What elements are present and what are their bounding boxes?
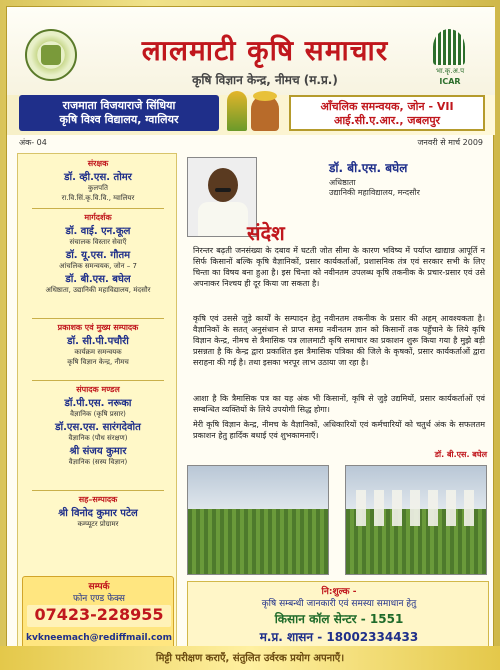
divider (32, 208, 164, 209)
author-name: डॉ. बी.एस. बघेल (329, 161, 408, 175)
coeditor-heading: सह–सम्पादक (78, 495, 118, 504)
newsletter-title: लालमाटी कृषि समाचार (141, 34, 389, 67)
message-paragraph-2: कृषि एवं उससे जुड़े कार्यों के सम्पादन हेतु नवीनतम तकनीक के प्रसार की अहम् आवश्यकता है। वैज्ञानिकों के सतत् अनुसंधान से प्राप्त समग्र नवीनतम ज्ञान को किसानों तक पहुँचाने के लिये कृषि विज्ञान केन्द्र, नीमच से त्रैमासिक पत्र लालमाटी कृषि समाचार का प्रकाशन शुरू किया गया है मुझे बड़ी प्रसन्नता है कि केन्द्र द्वारा प्रकाशित इस त्रैमासिक पत्रिका की जिले के कृषकों, प्रसार कार्यकर्ताओं द्वारा सराहना की गई है। तथा इसका भरपूर लाभ उठाया जा रहा है। (193, 314, 485, 367)
guide2-name: डॉ. यू.एस. गौतम (65, 250, 131, 261)
page (6, 6, 494, 662)
editor2-role: वैज्ञानिक (पौध संरक्षण) (68, 434, 128, 442)
head-shape (208, 168, 238, 202)
guide3-name: डॉ. बी.एस. बघेल (65, 274, 131, 285)
contact-heading: सम्पर्क (88, 582, 110, 592)
patron-section (18, 158, 178, 203)
message-paragraph-4: मेरी कृषि विज्ञान केन्द्र, नीमच के वैज्ञानिकों, अधिकारियों एवं कर्मचारियों को चतुर्थ अंक के सफलतम प्रकाशन हेतु हार्दिक बधाई एवं शुभकामनाएँ। (193, 420, 485, 440)
service-label: कृषि सम्बन्धी जानकारी एवं समस्या समाधान हेतु (261, 599, 417, 609)
author-institution: उद्यानिकी महाविद्यालय, मन्दसौर (329, 188, 420, 197)
publisher-name: डॉ. सी.पी.पचौरी (67, 336, 129, 347)
farmer-illustration (251, 95, 279, 131)
guide3-role: अधिष्ठाता, उद्यानिकी महाविद्यालय, मंदसौर (45, 286, 151, 294)
patron-name: डॉ. व्ही.एस. तोमर (64, 172, 132, 183)
issue-row (7, 135, 495, 149)
newsletter-subtitle: कृषि विज्ञान केन्द्र, नीमच (म.प्र.) (192, 73, 338, 87)
govt-helpline: म.प्र. शासन - 18002334433 (259, 630, 419, 644)
affiliation-banner (7, 95, 495, 135)
crop-illustration (227, 91, 247, 131)
guides-section (18, 212, 178, 295)
guides-heading: मार्गदर्शक (84, 213, 112, 222)
publisher-heading: प्रकाशक एवं मुख्य सम्पादक (57, 323, 139, 332)
kisan-call-center: किसान कॉल सेन्टर - 1551 (274, 612, 404, 626)
university-line2: कृषि विश्व विद्यालय, ग्वालियर (59, 113, 179, 126)
university-line1: राजमाता विजयाराजे सिंधिया (62, 99, 176, 112)
slogan-strip (0, 646, 500, 670)
divider (32, 318, 164, 319)
patron-org: रा.वि.सिं.कृ.वि.वि., ग्वालियर (61, 194, 135, 202)
publisher-section (18, 322, 178, 367)
university-logo (25, 29, 77, 81)
wheat-field-photo (187, 465, 329, 575)
editor2-name: डॉ.एस.एस. सारंगदेवोत (55, 422, 141, 433)
shirt-shape (198, 202, 248, 236)
masthead-sidebar (17, 153, 177, 653)
wheat-sheaf-icon (433, 29, 465, 65)
publisher-org: कृषि विज्ञान केन्द्र, नीमच (67, 358, 129, 366)
zone-line1: आँचलिक समन्वयक, जोन - VII (320, 100, 454, 113)
coeditor-name: श्री विनोद कुमार पटेल (58, 508, 138, 519)
coeditor-role: कम्प्यूटर प्रोग्रामर (77, 520, 119, 528)
slogan-text: मिट्टी परीक्षण कराएँ, संतुलित उर्वरक प्रयोग अपनाएँ। (155, 653, 345, 664)
editorial-heading: संपादक मण्डल (76, 385, 120, 394)
issue-number: अंक- 04 (19, 138, 47, 147)
visitors-group (356, 490, 476, 526)
helpline-panel (187, 581, 489, 649)
masthead (7, 7, 495, 95)
guide1-name: डॉ. वाई. एन.कूल (65, 226, 131, 237)
contact-box (22, 576, 174, 650)
divider (32, 490, 164, 491)
message-heading: संदेश (247, 221, 285, 245)
mustache-shape (215, 188, 231, 192)
issue-period: जनवरी से मार्च 2009 (417, 138, 483, 147)
university-box (19, 95, 219, 131)
editorial-section (18, 384, 178, 467)
field (188, 509, 328, 574)
field-visit-photo (345, 465, 487, 575)
message-paragraph-1: निरन्तर बढ़ती जनसंख्या के दबाव में घटती जोत सीमा के कारण भविष्य में पर्याप्त खाद्यान्न आपूर्ति न सिर्फ किसानों बल्कि कृषि वैज्ञानिकों, प्रसार कार्यकर्ताओं, प्रशासनिक तंत्र एवं सरकार सभी के लिए चिन्ता का विषय बना हुआ है। इस चिन्ता को नवीनतम उपलब्ध कृषि तकनीक के प्रचार-प्रसार एवं उसे अपनाकर निश्चय ही दूर किया जा सकता है। (193, 246, 485, 288)
patron-role: कुलपति (88, 184, 108, 192)
seal-icon (41, 45, 61, 65)
editor1-name: डॉ.पी.एस. नरूका (64, 398, 132, 409)
free-label: नि:शुल्क - (321, 587, 357, 597)
guide1-role: संचालक विस्तार सेवाएँ (69, 238, 127, 246)
publisher-role: कार्यक्रम समन्वयक (74, 348, 122, 356)
patron-heading: संरक्षक (87, 159, 109, 168)
zone-box (289, 95, 485, 131)
editor3-name: श्री संजय कुमार (69, 446, 127, 457)
coeditor-section (18, 494, 178, 529)
phone-number: 07423-228955 (27, 605, 171, 627)
sky (188, 466, 328, 509)
author-designation: अधिष्ठाता (329, 178, 356, 187)
contact-subheading: फोन एण्ड फेक्स (73, 594, 125, 604)
guide2-role: आंचलिक समन्वयक, जोन – 7 (59, 262, 137, 270)
message-signature: डॉ. बी.एस. बघेल (434, 450, 487, 459)
editor3-role: वैज्ञानिक (सस्य विज्ञान) (68, 458, 128, 466)
zone-line2: आई.सी.ए.आर., जबलपुर (333, 114, 441, 127)
divider (32, 380, 164, 381)
icar-hindi-label: भा.कृ.अ.प (435, 67, 465, 75)
message-paragraph-3: आशा है कि त्रैमासिक पत्र का यह अंक भी किसानों, कृषि से जुड़े उद्यमियों, प्रसार कार्यकर्ताओं एवं सम्बन्धित व्यक्तियों के लिये उपयोगी सिद्ध होगा। (193, 394, 485, 414)
icar-english-label: ICAR (439, 77, 461, 86)
editor1-role: वैज्ञानिक (कृषि प्रसार) (70, 410, 126, 418)
email-address[interactable]: kvkneemach@rediffmail.com (26, 633, 172, 643)
icar-logo (423, 29, 477, 91)
